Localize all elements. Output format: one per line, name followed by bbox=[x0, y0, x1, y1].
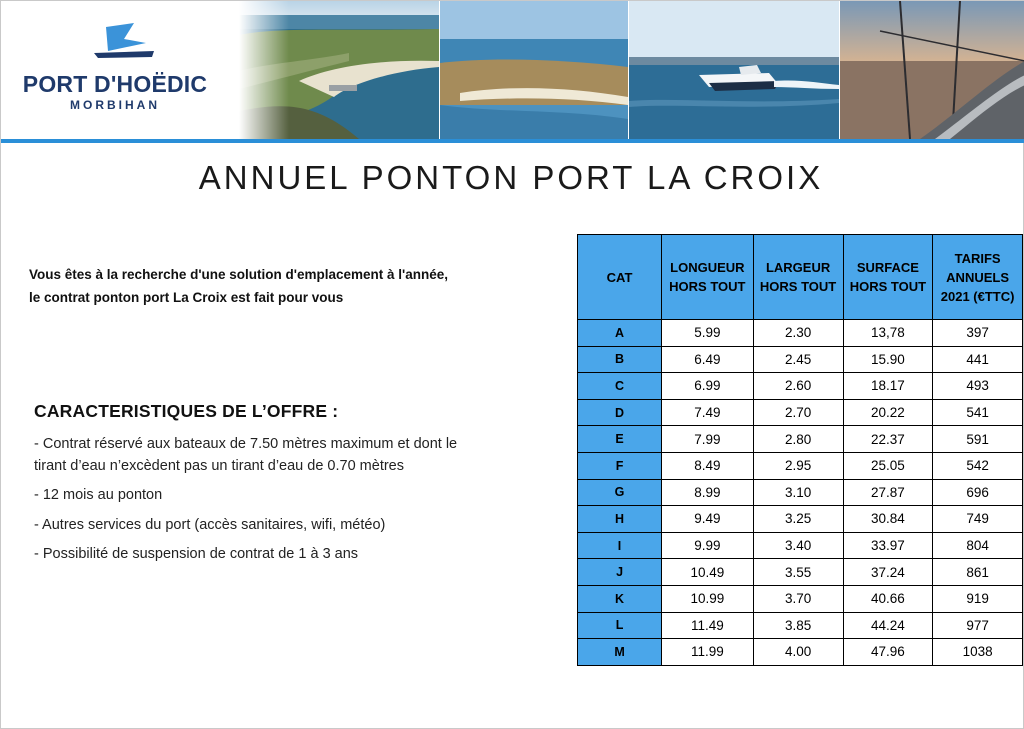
cell-length: 11.99 bbox=[662, 639, 754, 666]
cell-width: 2.95 bbox=[753, 452, 843, 479]
table-row bbox=[578, 479, 1023, 506]
cell-tariff: 1038 bbox=[933, 639, 1023, 666]
cell-cat: C bbox=[578, 373, 662, 400]
cell-length: 8.99 bbox=[662, 479, 754, 506]
cell-surface: 25.05 bbox=[843, 452, 933, 479]
logo-name: PORT D'HOËDIC bbox=[22, 71, 208, 97]
logo-subtitle: MORBIHAN bbox=[70, 98, 160, 112]
cell-width: 3.55 bbox=[753, 559, 843, 586]
cell-width: 4.00 bbox=[753, 639, 843, 666]
cell-width: 2.70 bbox=[753, 399, 843, 426]
cell-surface: 33.97 bbox=[843, 532, 933, 559]
cell-width: 2.30 bbox=[753, 320, 843, 347]
cell-tariff: 441 bbox=[933, 346, 1023, 373]
cell-length: 10.99 bbox=[662, 585, 754, 612]
cell-tariff: 919 bbox=[933, 585, 1023, 612]
cell-width: 3.85 bbox=[753, 612, 843, 639]
cell-surface: 47.96 bbox=[843, 639, 933, 666]
cell-cat: F bbox=[578, 452, 662, 479]
coastal-aerial-photo bbox=[239, 1, 439, 139]
cell-tariff: 861 bbox=[933, 559, 1023, 586]
cell-tariff: 542 bbox=[933, 452, 1023, 479]
cell-length: 9.99 bbox=[662, 532, 754, 559]
cell-length: 10.49 bbox=[662, 559, 754, 586]
header-width: LARGEUR HORS TOUT bbox=[753, 235, 843, 320]
cell-tariff: 804 bbox=[933, 532, 1023, 559]
cell-surface: 15.90 bbox=[843, 346, 933, 373]
header-length: LONGUEUR HORS TOUT bbox=[662, 235, 754, 320]
cell-tariff: 591 bbox=[933, 426, 1023, 453]
cell-width: 3.25 bbox=[753, 506, 843, 533]
cell-tariff: 696 bbox=[933, 479, 1023, 506]
sailboat-sunset-photo bbox=[840, 1, 1024, 139]
speedboat-photo bbox=[629, 1, 839, 139]
cell-length: 7.99 bbox=[662, 426, 754, 453]
cell-width: 2.60 bbox=[753, 373, 843, 400]
header-surface: SURFACE HORS TOUT bbox=[843, 235, 933, 320]
feature-item: - Autres services du port (accès sanitaires, wifi, météo) bbox=[34, 516, 386, 533]
cell-width: 3.70 bbox=[753, 585, 843, 612]
cell-tariff: 977 bbox=[933, 612, 1023, 639]
cell-cat: B bbox=[578, 346, 662, 373]
table-row bbox=[578, 320, 1023, 347]
cell-surface: 22.37 bbox=[843, 426, 933, 453]
table-row bbox=[578, 506, 1023, 533]
cell-surface: 27.87 bbox=[843, 479, 933, 506]
table-row bbox=[578, 639, 1023, 666]
table-row bbox=[578, 373, 1023, 400]
feature-item: - 12 mois au ponton bbox=[34, 487, 163, 503]
tariff-table bbox=[577, 234, 1023, 666]
cell-width: 2.45 bbox=[753, 346, 843, 373]
cell-length: 8.49 bbox=[662, 452, 754, 479]
cell-tariff: 397 bbox=[933, 320, 1023, 347]
cell-surface: 13,78 bbox=[843, 320, 933, 347]
cell-surface: 20.22 bbox=[843, 399, 933, 426]
cell-cat: K bbox=[578, 585, 662, 612]
cell-surface: 18.17 bbox=[843, 373, 933, 400]
features-title: CARACTERISTIQUES DE L’OFFRE : bbox=[34, 401, 339, 421]
logo bbox=[1, 1, 239, 139]
header-divider bbox=[1, 139, 1024, 143]
table-row bbox=[578, 399, 1023, 426]
intro-text: Vous êtes à la recherche d'une solution d'emplacement à l'année, le contrat ponton port La Croix est fait pour vous bbox=[29, 267, 449, 305]
feature-item: - Possibilité de suspension de contrat de 1 à 3 ans bbox=[34, 546, 359, 562]
cell-cat: E bbox=[578, 426, 662, 453]
cell-cat: L bbox=[578, 612, 662, 639]
table-row bbox=[578, 612, 1023, 639]
cell-tariff: 541 bbox=[933, 399, 1023, 426]
table-row bbox=[578, 559, 1023, 586]
logo-sail-icon bbox=[94, 21, 154, 59]
cell-tariff: 749 bbox=[933, 506, 1023, 533]
cell-surface: 40.66 bbox=[843, 585, 933, 612]
cell-length: 6.99 bbox=[662, 373, 754, 400]
table-row bbox=[578, 346, 1023, 373]
table-row bbox=[578, 426, 1023, 453]
beach-coast-photo bbox=[440, 1, 628, 139]
cell-surface: 44.24 bbox=[843, 612, 933, 639]
table-header-row bbox=[578, 235, 1023, 320]
cell-width: 3.10 bbox=[753, 479, 843, 506]
header-tariff: TARIFS ANNUELS 2021 (€TTC) bbox=[933, 235, 1023, 320]
cell-cat: H bbox=[578, 506, 662, 533]
cell-surface: 30.84 bbox=[843, 506, 933, 533]
cell-length: 9.49 bbox=[662, 506, 754, 533]
cell-cat: M bbox=[578, 639, 662, 666]
features-list bbox=[34, 434, 474, 574]
cell-cat: J bbox=[578, 559, 662, 586]
cell-length: 5.99 bbox=[662, 320, 754, 347]
cell-cat: G bbox=[578, 479, 662, 506]
cell-length: 6.49 bbox=[662, 346, 754, 373]
cell-width: 2.80 bbox=[753, 426, 843, 453]
cell-tariff: 493 bbox=[933, 373, 1023, 400]
cell-cat: D bbox=[578, 399, 662, 426]
table-row bbox=[578, 532, 1023, 559]
feature-item: - Contrat réservé aux bateaux de 7.50 mètres maximum et dont le tirant d’eau n’excèdent pas un tirant d’eau de 0.70 mètres bbox=[34, 436, 458, 474]
table-row bbox=[578, 585, 1023, 612]
cell-surface: 37.24 bbox=[843, 559, 933, 586]
table-body bbox=[578, 320, 1023, 666]
cell-cat: I bbox=[578, 532, 662, 559]
cell-length: 11.49 bbox=[662, 612, 754, 639]
table-row bbox=[578, 452, 1023, 479]
cell-length: 7.49 bbox=[662, 399, 754, 426]
cell-cat: A bbox=[578, 320, 662, 347]
page-title: ANNUEL PONTON PORT LA CROIX bbox=[198, 159, 824, 196]
cell-width: 3.40 bbox=[753, 532, 843, 559]
header-cat: CAT bbox=[578, 235, 662, 320]
